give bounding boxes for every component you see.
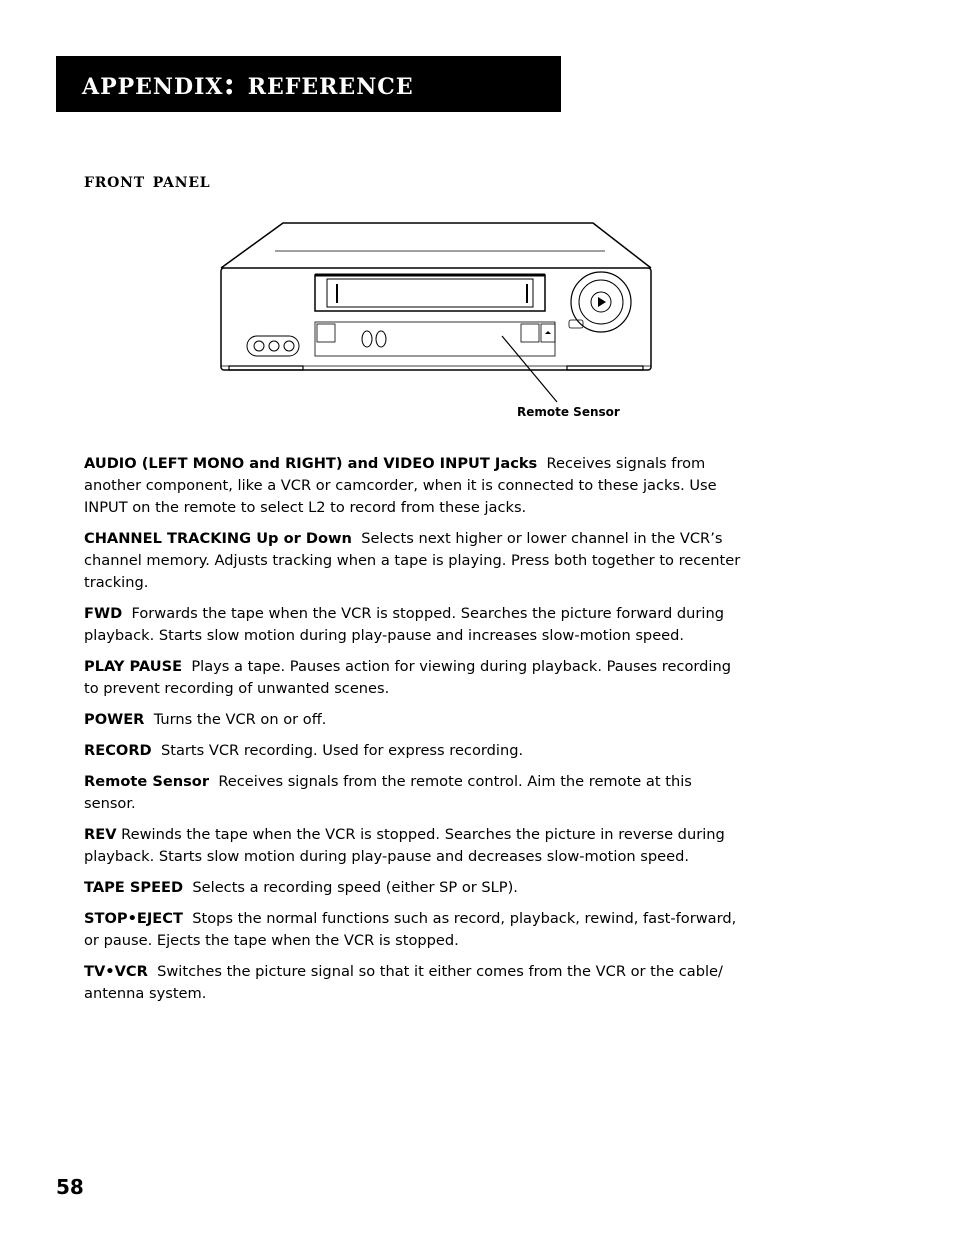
entry-term: AUDIO (LEFT MONO and RIGHT) and VIDEO INPUT Jacks <box>84 455 538 472</box>
entry-term: FWD <box>84 605 123 622</box>
entry-term: TV•VCR <box>84 963 148 980</box>
entry-play-pause <box>84 656 744 700</box>
header-bar <box>56 56 561 112</box>
remote-sensor-callout: Remote Sensor <box>517 405 620 419</box>
entry-term: POWER <box>84 711 145 728</box>
entry-description: Receives signals from the remote control. Aim the remote at this sensor. <box>84 773 692 812</box>
entry-description: Switches the picture signal so that it either comes from the VCR or the cable/ antenna system. <box>84 963 723 1002</box>
entry-description: Selects next higher or lower channel in the VCR’s channel memory. Adjusts tracking when a tape is playing. Press both together to recenter tracking. <box>84 530 741 591</box>
entry-record <box>84 740 744 762</box>
entry-term: REV <box>84 826 117 843</box>
entry-power <box>84 709 744 731</box>
entry-term: CHANNEL TRACKING Up or Down <box>84 530 352 547</box>
entry-description: Turns the VCR on or off. <box>153 711 327 728</box>
section-title: front panel <box>84 168 211 192</box>
entry-description: Stops the normal functions such as record, playback, rewind, fast-forward, or pause. Ejects the tape when the VCR is stopped. <box>84 910 737 949</box>
entry-description: Starts VCR recording. Used for express recording. <box>160 742 524 759</box>
entry-audio-video-jacks <box>84 453 744 519</box>
entry-description: Selects a recording speed (either SP or SLP). <box>192 879 518 896</box>
entry-description: Forwards the tape when the VCR is stopped. Searches the picture forward during playback. Starts slow motion during play-pause and increases slow-motion speed. <box>84 605 724 644</box>
vcr-illustration <box>215 218 660 418</box>
entry-term: STOP•EJECT <box>84 910 183 927</box>
entry-stop-eject <box>84 908 744 952</box>
entry-description: Rewinds the tape when the VCR is stopped. Searches the picture in reverse during playback. Starts slow motion during play-pause and decreases slow-motion speed. <box>84 826 725 865</box>
entry-description: Receives signals from another component, like a VCR or camcorder, when it is connected to these jacks. Use INPUT on the remote to select L2 to record from these jacks. <box>84 455 717 516</box>
entry-fwd <box>84 603 744 647</box>
entry-description: Plays a tape. Pauses action for viewing during playback. Pauses recording to prevent recording of unwanted scenes. <box>84 658 731 697</box>
page-number: 58 <box>56 1175 84 1199</box>
entry-channel-tracking <box>84 528 744 594</box>
entry-term: RECORD <box>84 742 152 759</box>
vcr-front-panel-figure <box>215 218 660 418</box>
entry-remote-sensor <box>84 771 744 815</box>
descriptions-list <box>84 453 744 1014</box>
entry-term: Remote Sensor <box>84 773 210 790</box>
page-header-title: appendix: reference <box>82 66 414 102</box>
entry-term: TAPE SPEED <box>84 879 184 896</box>
entry-term: PLAY PAUSE <box>84 658 183 675</box>
entry-tape-speed <box>84 877 744 899</box>
entry-tv-vcr <box>84 961 744 1005</box>
entry-rev <box>84 824 744 868</box>
